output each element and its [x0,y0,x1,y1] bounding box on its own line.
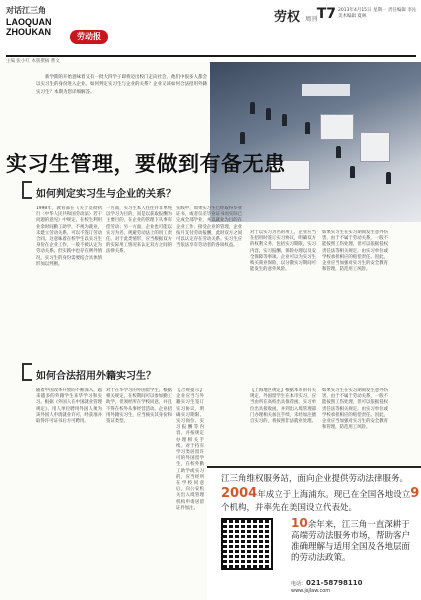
masthead [0,0,421,62]
brand-cn: 对话江三角 [6,6,46,15]
ad-founding-line [221,486,421,513]
section2-col1: 随着中国改革开放的不断深入，越来越多的外籍学生来华学习和实习。根据《外国人在中国就业管理规定》，用人单位聘用外国人须为该外国人申请就业许可，经获准并取得许可证书后方可聘用。 [36,388,102,425]
photo-person [282,114,287,126]
page-number: T7 [316,6,336,22]
brand-en-line2: ZHOUKAN [6,27,51,37]
ad-body [291,518,415,564]
credits: 主编 张小红 本版撰稿 曹文 [6,59,60,64]
photo-booth [320,114,354,140]
section1-title: 如何判定实习生与企业的关系？ [36,189,176,200]
section-title: 劳权 [274,10,301,25]
masthead-rule [6,55,416,57]
ad-body-text: 余年来，江三角一直深耕于高端劳动法服务市场，帮助客户准确理解与适用全国及各地层面的劳动法政策。 [291,520,411,563]
dateline: 2013年4月15日 星期一 责任编辑 李沁 美术编辑 夏林 [338,8,417,19]
brand-block [6,6,66,52]
headline: 实习生管理，要做到有备无患 [6,152,286,176]
section2-col5: 如果实习生在实习期间发生意外伤害，由于不属于劳动关系，一般不能按照工伤处理，但可以依据侵权责任法等相关规定，由实习单位或学校承担相应的赔偿责任。因此，企业应当加强对实习生的安全教育和管理，防范用工风险。 [322,388,388,431]
job-fair-photo [210,62,421,222]
photo-person [305,122,310,134]
section1-col2: 一方面，实习生本人往往并非单纯以学习为目的，而是以获取报酬为主要目的，在企业的管理下从事有偿劳动；另一方面，企业也可能以实习为名，规避劳动法上的用工责任。对于此类情形，应当根据双方的实际用工情况来认定双方之间的法律关系。 [106,206,172,255]
section1-col3: 实践中，如果实习生已经取得毕业证书，或者仅差毕业证书而实际已完成全部学业，并以就业为目的在企业工作，接受企业的管理，企业按月支付劳动报酬，此时双方之间可以认定存在劳动关系。实习生应当依法享有劳动者的各项权益。 [176,206,242,249]
section2-title: 如何合法招用外籍实习生？ [36,371,156,382]
ad-contact [291,580,415,595]
photo-person [250,102,255,114]
ad-founding-text: 年成立于上海浦东。现已在全国各地设立 [257,490,411,500]
ad-phone-label: 电话： [291,581,307,587]
ad-founding-tail: 个机构，并率先在美国设立代表处。 [221,503,358,513]
section1-col1: 1998年，教育部在《关于贯彻执行〈中华人民共和国劳动法〉若干问题的意见》中规定，在校生利用业余时间勤工助学，不视为就业，未建立劳动关系，可以不签订劳动合同。这意味着在校学生以实习生身份在企业工作，一般不被认定为劳动关系。但实践中也存在例外情况，实习生的身份需要结合具体情形加以判断。 [36,206,102,267]
ad-phone: 021-58798110 [306,579,363,587]
section2-col3: 【合规提示】企业应当与外籍实习生签订实习协议，明确实习期限、实习岗位、实习报酬等内容，并按规定办理相关手续。对于持有学习类居留许可的外国留学生，在校外勤工助学或实习的，应当经所在学校同意后，向公安机关出入境管理机构申请居留证件加注。 [176,388,204,511]
section1-col5: 如果实习生在实习期间发生意外伤害，由于不属于劳动关系，一般不能按照工伤处理，但可以依据侵权责任法等相关规定，由实习单位或学校承担相应的赔偿责任。因此，企业应当加强对实习生的安全教育和管理，防范用工风险。 [322,230,388,273]
ad-office-count: 9 [410,486,420,501]
ad-years-number: 10 [291,516,308,530]
ad-tagline: 江三角维权服务站，面向企业提供劳动法律服务。 [221,474,409,484]
subhead-bracket [22,181,32,199]
photo-person [240,132,245,144]
subhead-bracket [22,363,32,381]
photo-banner [302,84,350,96]
ad-year: 2004 [221,486,258,501]
section2-col2: 对于在华学习的外国留学生，根据相关规定，在校期间可以参加勤工助学，但须经所在学校同意，并且不得在校外从事经营活动。企业招用外籍实习生，应当核实其身份和签证类型。 [106,388,172,425]
photo-person [266,108,271,120]
section1-col4: 对于以实习为名的用工，企业应当在招用时签订实习协议，明确双方的权利义务，包括实习期限、实习内容、实习报酬、保险办理以及安全保障等事项。企业可以为实习生购买商业保险，以分散实习期间可能发生的意外风险。 [250,230,316,273]
advertisement-box [207,466,421,600]
section-sub: 周刊 [305,16,318,23]
section2-col4: 【上海地区规定】根据本市的有关规定，外国留学生在本市实习，应当由所在高校出具推荐函，实习单位出具接收函，并到出入境管理部门办理相关加注手续，未经加注擅自实习的，将按照非法就业处理。 [250,388,316,425]
qr-code-icon [221,518,273,570]
newspaper-logo: 劳动报 [70,30,108,44]
section-label [274,6,336,52]
ad-website: www.jsjlaw.com [291,588,331,594]
brand-en-line1: LAOQUAN [6,17,52,27]
intro-paragraph: 新学期的开始意味着又有一批大四学子即将迈出校门走向社会，他们中很多人都会以实习生的身份进入企业。如何判定实习生与企业的关系？企业又该如何合法招用外籍实习生？本期为您详细解答。 [36,75,207,95]
